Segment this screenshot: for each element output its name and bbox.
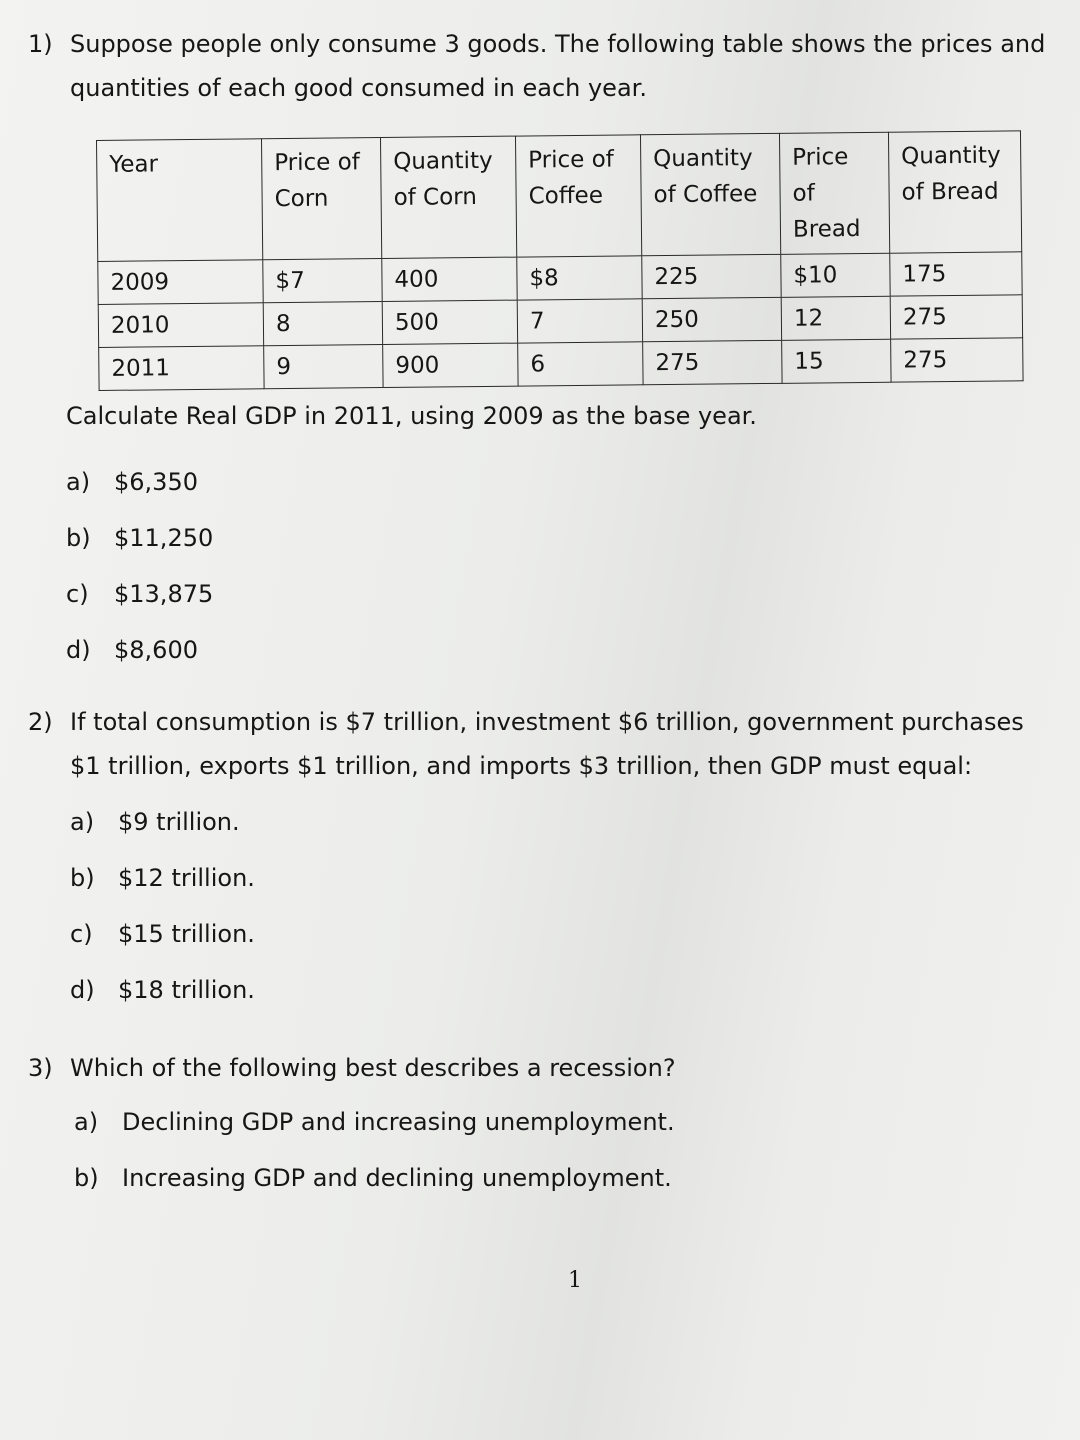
option-2b[interactable] <box>70 850 1060 906</box>
header-year: Year <box>97 139 263 262</box>
table-cell: 6 <box>518 342 643 386</box>
option-letter: c) <box>66 580 89 608</box>
option-text: $12 trillion. <box>118 864 255 892</box>
option-1d[interactable] <box>66 622 1060 678</box>
table-cell: 2010 <box>98 303 263 348</box>
question-3-text: Which of the following best describes a recession? <box>70 1054 676 1082</box>
option-letter: a) <box>66 468 91 496</box>
option-letter: a) <box>70 808 95 836</box>
table-row <box>99 338 1023 391</box>
option-1c[interactable] <box>66 566 1060 622</box>
option-2c[interactable] <box>70 906 1060 962</box>
table-cell: 275 <box>643 340 782 384</box>
question-2-number: 2) <box>28 708 53 736</box>
table-cell: 500 <box>382 300 517 344</box>
option-text: $11,250 <box>114 524 214 552</box>
option-1a[interactable] <box>66 454 1060 510</box>
option-letter: d) <box>70 976 95 1004</box>
question-3-options <box>74 1094 1060 1206</box>
option-text: $15 trillion. <box>118 920 255 948</box>
question-1-prompt: Calculate Real GDP in 2011, using 2009 as the base year. <box>66 402 757 430</box>
table-cell: 2011 <box>99 346 264 391</box>
price-quantity-table <box>96 130 1024 391</box>
table-cell: 400 <box>382 257 517 301</box>
question-3-number: 3) <box>28 1054 53 1082</box>
table-cell: 225 <box>642 254 781 298</box>
table-cell: 7 <box>517 299 642 343</box>
option-3a[interactable] <box>74 1094 1060 1150</box>
table-cell: 15 <box>782 339 891 383</box>
option-3b[interactable] <box>74 1150 1060 1206</box>
header-quantity-coffee: Quantity of Coffee <box>640 133 780 255</box>
header-price-coffee: Price of Coffee <box>515 135 641 257</box>
table-cell: 12 <box>781 296 890 340</box>
option-text: $18 trillion. <box>118 976 255 1004</box>
table-cell: 250 <box>642 297 781 341</box>
table-cell: 175 <box>890 252 1022 296</box>
option-letter: b) <box>74 1164 99 1192</box>
header-quantity-corn: Quantity of Corn <box>380 136 516 258</box>
question-1 <box>28 22 1060 110</box>
table-cell: $10 <box>781 253 890 297</box>
question-1-number: 1) <box>28 30 53 58</box>
option-letter: d) <box>66 636 91 664</box>
question-1-options <box>66 454 1060 678</box>
question-2-options <box>70 794 1060 1018</box>
option-text: $9 trillion. <box>118 808 240 836</box>
question-3 <box>28 1046 1060 1090</box>
header-quantity-bread: Quantity of Bread <box>888 131 1021 253</box>
option-text: Increasing GDP and declining unemployment. <box>122 1164 672 1192</box>
table-cell: 275 <box>890 295 1022 339</box>
option-letter: b) <box>66 524 91 552</box>
question-1-text: Suppose people only consume 3 goods. The following table shows the prices and quantities of each good consumed in each year. <box>70 30 1046 102</box>
table-cell: 900 <box>383 343 518 387</box>
page-number: 1 <box>568 1268 582 1293</box>
option-text: $6,350 <box>114 468 198 496</box>
option-letter: b) <box>70 864 95 892</box>
question-2 <box>28 700 1060 788</box>
table-cell: 275 <box>891 338 1023 382</box>
table-header-row <box>97 131 1022 262</box>
table-cell: $7 <box>263 259 382 303</box>
option-text: $8,600 <box>114 636 198 664</box>
option-2d[interactable] <box>70 962 1060 1018</box>
table-cell: 8 <box>263 302 382 346</box>
option-letter: c) <box>70 920 93 948</box>
table-cell: $8 <box>517 256 642 300</box>
header-price-corn: Price of Corn <box>261 138 381 260</box>
option-text: Declining GDP and increasing unemployment. <box>122 1108 675 1136</box>
header-price-bread: Price of Bread <box>779 132 889 254</box>
table-cell: 9 <box>264 345 383 389</box>
option-text: $13,875 <box>114 580 214 608</box>
option-letter: a) <box>74 1108 99 1136</box>
option-2a[interactable] <box>70 794 1060 850</box>
question-2-text: If total consumption is $7 trillion, investment $6 trillion, government purchases $1 trillion, exports $1 trillion, and imports $3 trillion, then GDP must equal: <box>70 708 1024 780</box>
option-1b[interactable] <box>66 510 1060 566</box>
table-cell: 2009 <box>98 260 263 305</box>
